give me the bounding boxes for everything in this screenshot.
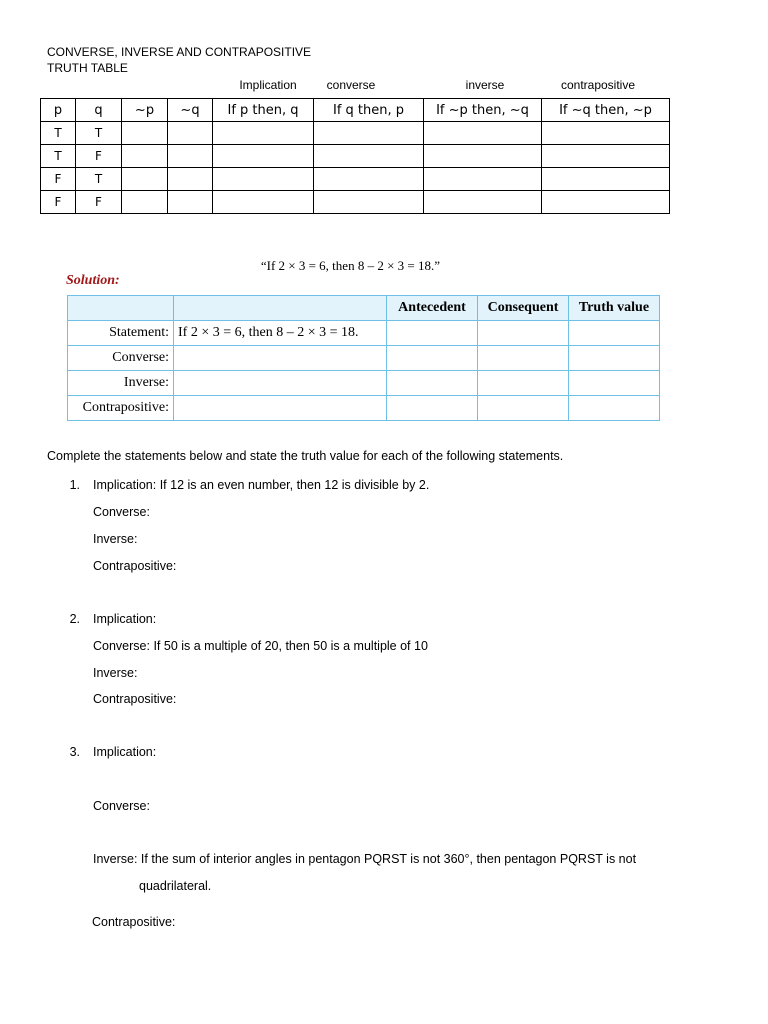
cell-inverse[interactable] [424, 122, 542, 145]
row-label-statement: Statement: [68, 321, 174, 346]
cell-p: F [41, 191, 76, 214]
cell-p: T [41, 145, 76, 168]
q3-inverse-line-2: quadrilateral. [139, 879, 212, 893]
cell-truth-value[interactable] [569, 371, 660, 396]
header-truth-value: Truth value [569, 296, 660, 321]
cell-not-p[interactable] [122, 191, 168, 214]
cell-contrapositive[interactable] [542, 191, 670, 214]
cell-truth-value[interactable] [569, 396, 660, 421]
q2-implication: Implication: [93, 612, 157, 626]
heading-converse: converse [326, 78, 376, 92]
cell-consequent[interactable] [478, 321, 569, 346]
title-line-1: CONVERSE, INVERSE AND CONTRAPOSITIVE [47, 45, 312, 59]
cell-implication[interactable] [213, 145, 314, 168]
page-title [47, 44, 311, 76]
q1-inverse: Inverse: [93, 532, 138, 546]
table-row [68, 321, 660, 346]
cell-q: T [76, 122, 122, 145]
cell-truth-value[interactable] [569, 321, 660, 346]
cell-not-q[interactable] [168, 122, 213, 145]
solution-header-row [68, 296, 660, 321]
header-cell: ~p [122, 99, 168, 122]
row-label-converse: Converse: [68, 346, 174, 371]
row-label-contrapositive: Contrapositive: [68, 396, 174, 421]
solution-table [67, 295, 660, 421]
header-cell [68, 296, 174, 321]
table-row [68, 371, 660, 396]
q2-contrapositive: Contrapositive: [93, 692, 177, 706]
cell-contrapositive[interactable] [542, 122, 670, 145]
cell-converse[interactable] [314, 145, 424, 168]
title-line-2: TRUTH TABLE [47, 61, 128, 75]
heading-implication: Implication [239, 78, 297, 92]
statement-text: If 2 × 3 = 6, then 8 – 2 × 3 = 18. [174, 321, 387, 346]
cell-consequent[interactable] [478, 346, 569, 371]
cell-implication[interactable] [213, 191, 314, 214]
table-row [41, 145, 670, 168]
cell-consequent[interactable] [478, 396, 569, 421]
table-row [41, 168, 670, 191]
heading-inverse: inverse [465, 78, 505, 92]
question-number: 3. [69, 745, 80, 759]
solution-label: Solution: [66, 273, 120, 288]
cell-not-p[interactable] [122, 168, 168, 191]
cell-converse[interactable] [314, 122, 424, 145]
cell-q: F [76, 191, 122, 214]
cell-contrapositive[interactable] [542, 168, 670, 191]
q2-inverse: Inverse: [93, 666, 138, 680]
cell-not-q[interactable] [168, 168, 213, 191]
header-cell: If p then, q [213, 99, 314, 122]
inverse-text[interactable] [174, 371, 387, 396]
cell-inverse[interactable] [424, 191, 542, 214]
cell-inverse[interactable] [424, 145, 542, 168]
cell-consequent[interactable] [478, 371, 569, 396]
table-row [41, 122, 670, 145]
question-number: 2. [69, 612, 80, 626]
cell-converse[interactable] [314, 191, 424, 214]
table-row [68, 346, 660, 371]
row-label-inverse: Inverse: [68, 371, 174, 396]
header-antecedent: Antecedent [387, 296, 478, 321]
question-number: 1. [69, 478, 80, 492]
converse-text[interactable] [174, 346, 387, 371]
cell-p: T [41, 122, 76, 145]
q3-converse: Converse: [93, 799, 150, 813]
q3-inverse-line-1: Inverse: If the sum of interior angles in pentagon PQRST is not 360°, then pentagon PQRST is not [93, 852, 637, 866]
cell-antecedent[interactable] [387, 371, 478, 396]
heading-contrapositive: contrapositive [560, 78, 636, 92]
q1-converse: Converse: [93, 505, 150, 519]
table-row [68, 396, 660, 421]
cell-inverse[interactable] [424, 168, 542, 191]
q3-implication: Implication: [93, 745, 157, 759]
contrapositive-text[interactable] [174, 396, 387, 421]
cell-antecedent[interactable] [387, 396, 478, 421]
instructions: Complete the statements below and state the truth value for each of the following statements. [47, 449, 564, 463]
cell-not-p[interactable] [122, 122, 168, 145]
cell-implication[interactable] [213, 168, 314, 191]
truth-table [40, 98, 670, 214]
table-row [41, 191, 670, 214]
header-consequent: Consequent [478, 296, 569, 321]
header-cell: q [76, 99, 122, 122]
cell-truth-value[interactable] [569, 346, 660, 371]
header-cell: p [41, 99, 76, 122]
header-cell: ~q [168, 99, 213, 122]
cell-contrapositive[interactable] [542, 145, 670, 168]
cell-q: T [76, 168, 122, 191]
q1-implication: Implication: If 12 is an even number, then 12 is divisible by 2. [93, 478, 430, 492]
header-cell [174, 296, 387, 321]
cell-p: F [41, 168, 76, 191]
cell-converse[interactable] [314, 168, 424, 191]
cell-q: F [76, 145, 122, 168]
header-cell: If q then, p [314, 99, 424, 122]
cell-not-p[interactable] [122, 145, 168, 168]
example-quote: “If 2 × 3 = 6, then 8 – 2 × 3 = 18.” [260, 258, 440, 273]
cell-implication[interactable] [213, 122, 314, 145]
cell-not-q[interactable] [168, 145, 213, 168]
header-cell: If ~q then, ~p [542, 99, 670, 122]
cell-not-q[interactable] [168, 191, 213, 214]
truth-table-header-row [41, 99, 670, 122]
q3-contrapositive: Contrapositive: [92, 915, 176, 929]
cell-antecedent[interactable] [387, 346, 478, 371]
cell-antecedent[interactable] [387, 321, 478, 346]
header-cell: If ~p then, ~q [424, 99, 542, 122]
truth-table-column-headings [0, 78, 768, 94]
q1-contrapositive: Contrapositive: [93, 559, 177, 573]
q2-converse: Converse: If 50 is a multiple of 20, then 50 is a multiple of 10 [93, 639, 428, 653]
